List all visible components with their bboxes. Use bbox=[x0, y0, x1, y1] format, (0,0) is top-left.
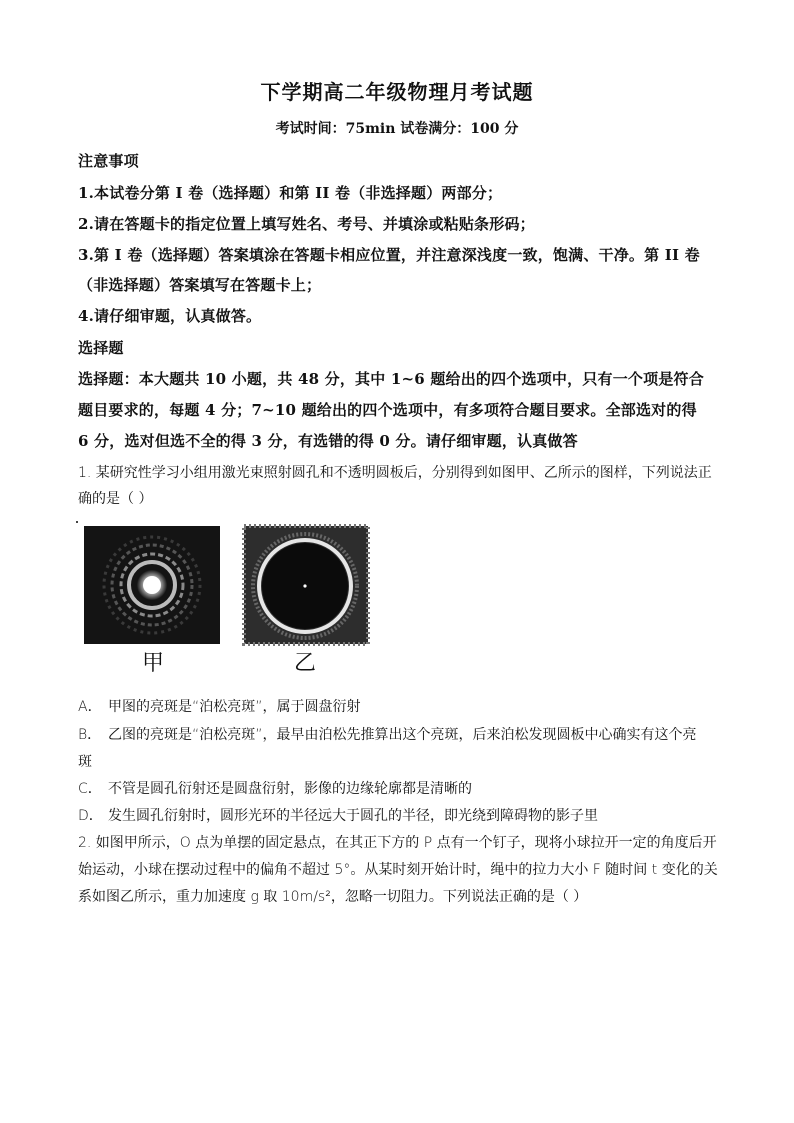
option-text: 斑 bbox=[78, 754, 92, 770]
section-intro-line: 题目要求的，每题 4 分；7~10 题给出的四个选项中，有多项符合题目要求。全部选对的得 bbox=[78, 401, 697, 419]
notice-item: 1.本试卷分第 I 卷（选择题）和第 II 卷（非选择题）两部分； bbox=[78, 184, 503, 202]
question-2-stem: 2. 如图甲所示，O 点为单摆的固定悬点，在其正下方的 P 点有一个钉子，现将小球拉开一定的角度后开 bbox=[78, 835, 717, 851]
notice-item: 4.请仔细审题，认真做答。 bbox=[78, 307, 262, 325]
exam-info: 考试时间：75min 试卷满分：100 分 bbox=[275, 121, 519, 137]
question-1-option-b-continued bbox=[78, 751, 92, 771]
option-label: B． bbox=[78, 727, 102, 743]
section-intro-line: 6 分，选对但选不全的得 3 分，有选错的得 0 分。请仔细审题，认真做答 bbox=[78, 432, 578, 450]
option-text: 甲图的亮斑是“泊松亮斑”，属于圆盘衍射 bbox=[108, 699, 361, 715]
option-label: C． bbox=[78, 781, 102, 797]
option-text: 乙图的亮斑是“泊松亮斑”，最早由泊松先推算出这个亮斑，后来泊松发现圆板中心确实有这个亮 bbox=[108, 727, 697, 743]
question-1-stem: 确的是（ ） bbox=[78, 491, 153, 507]
question-2-stem: 系如图乙所示，重力加速度 g 取 10m/s²，忽略一切阻力。下列说法正确的是（ ） bbox=[78, 889, 588, 905]
figure-label-yi: 乙 bbox=[294, 651, 317, 676]
option-label: D． bbox=[78, 808, 103, 824]
scan-speck bbox=[76, 521, 78, 523]
diffraction-images bbox=[84, 518, 384, 678]
figure-label-jia: 甲 bbox=[142, 651, 165, 676]
notice-item: （非选择题）答案填写在答题卡上； bbox=[78, 276, 322, 294]
section-intro-line: 选择题：本大题共 10 小题，共 48 分，其中 1~6 题给出的四个选项中，只有一个项是符合 bbox=[78, 370, 704, 388]
question-1-stem: 1. 某研究性学习小组用激光束照射圆孔和不透明圆板后，分别得到如图甲、乙所示的图样，下列说法正 bbox=[78, 465, 712, 481]
figure-yi-pattern bbox=[244, 526, 368, 644]
notice-heading: 注意事项 bbox=[78, 152, 139, 170]
question-1-option-b bbox=[78, 724, 697, 744]
question-2-stem: 始运动，小球在摆动过程中的偏角不超过 5°。从某时刻开始计时，绳中的拉力大小 F 随时间 t 变化的关 bbox=[78, 862, 718, 878]
option-label: A． bbox=[78, 699, 102, 715]
question-1-option-a bbox=[78, 696, 361, 716]
question-1-option-c bbox=[78, 778, 472, 798]
option-text: 发生圆孔衍射时，圆形光环的半径远大于圆孔的半径，即光绕到障碍物的影子里 bbox=[108, 808, 598, 824]
figure-jia-pattern bbox=[84, 526, 220, 644]
notice-item: 3.第 I 卷（选择题）答案填涂在答题卡相应位置，并注意深浅度一致，饱满、干净。第 II 卷 bbox=[78, 246, 700, 264]
notice-item: 2.请在答题卡的指定位置上填写姓名、考号、并填涂或粘贴条形码； bbox=[78, 215, 535, 233]
option-text: 不管是圆孔衍射还是圆盘衍射，影像的边缘轮廓都是清晰的 bbox=[108, 781, 472, 797]
page-title: 下学期高二年级物理月考试题 bbox=[260, 80, 534, 104]
diffraction-figure bbox=[84, 518, 384, 678]
section-heading: 选择题 bbox=[78, 339, 124, 357]
question-1-option-d bbox=[78, 805, 598, 825]
